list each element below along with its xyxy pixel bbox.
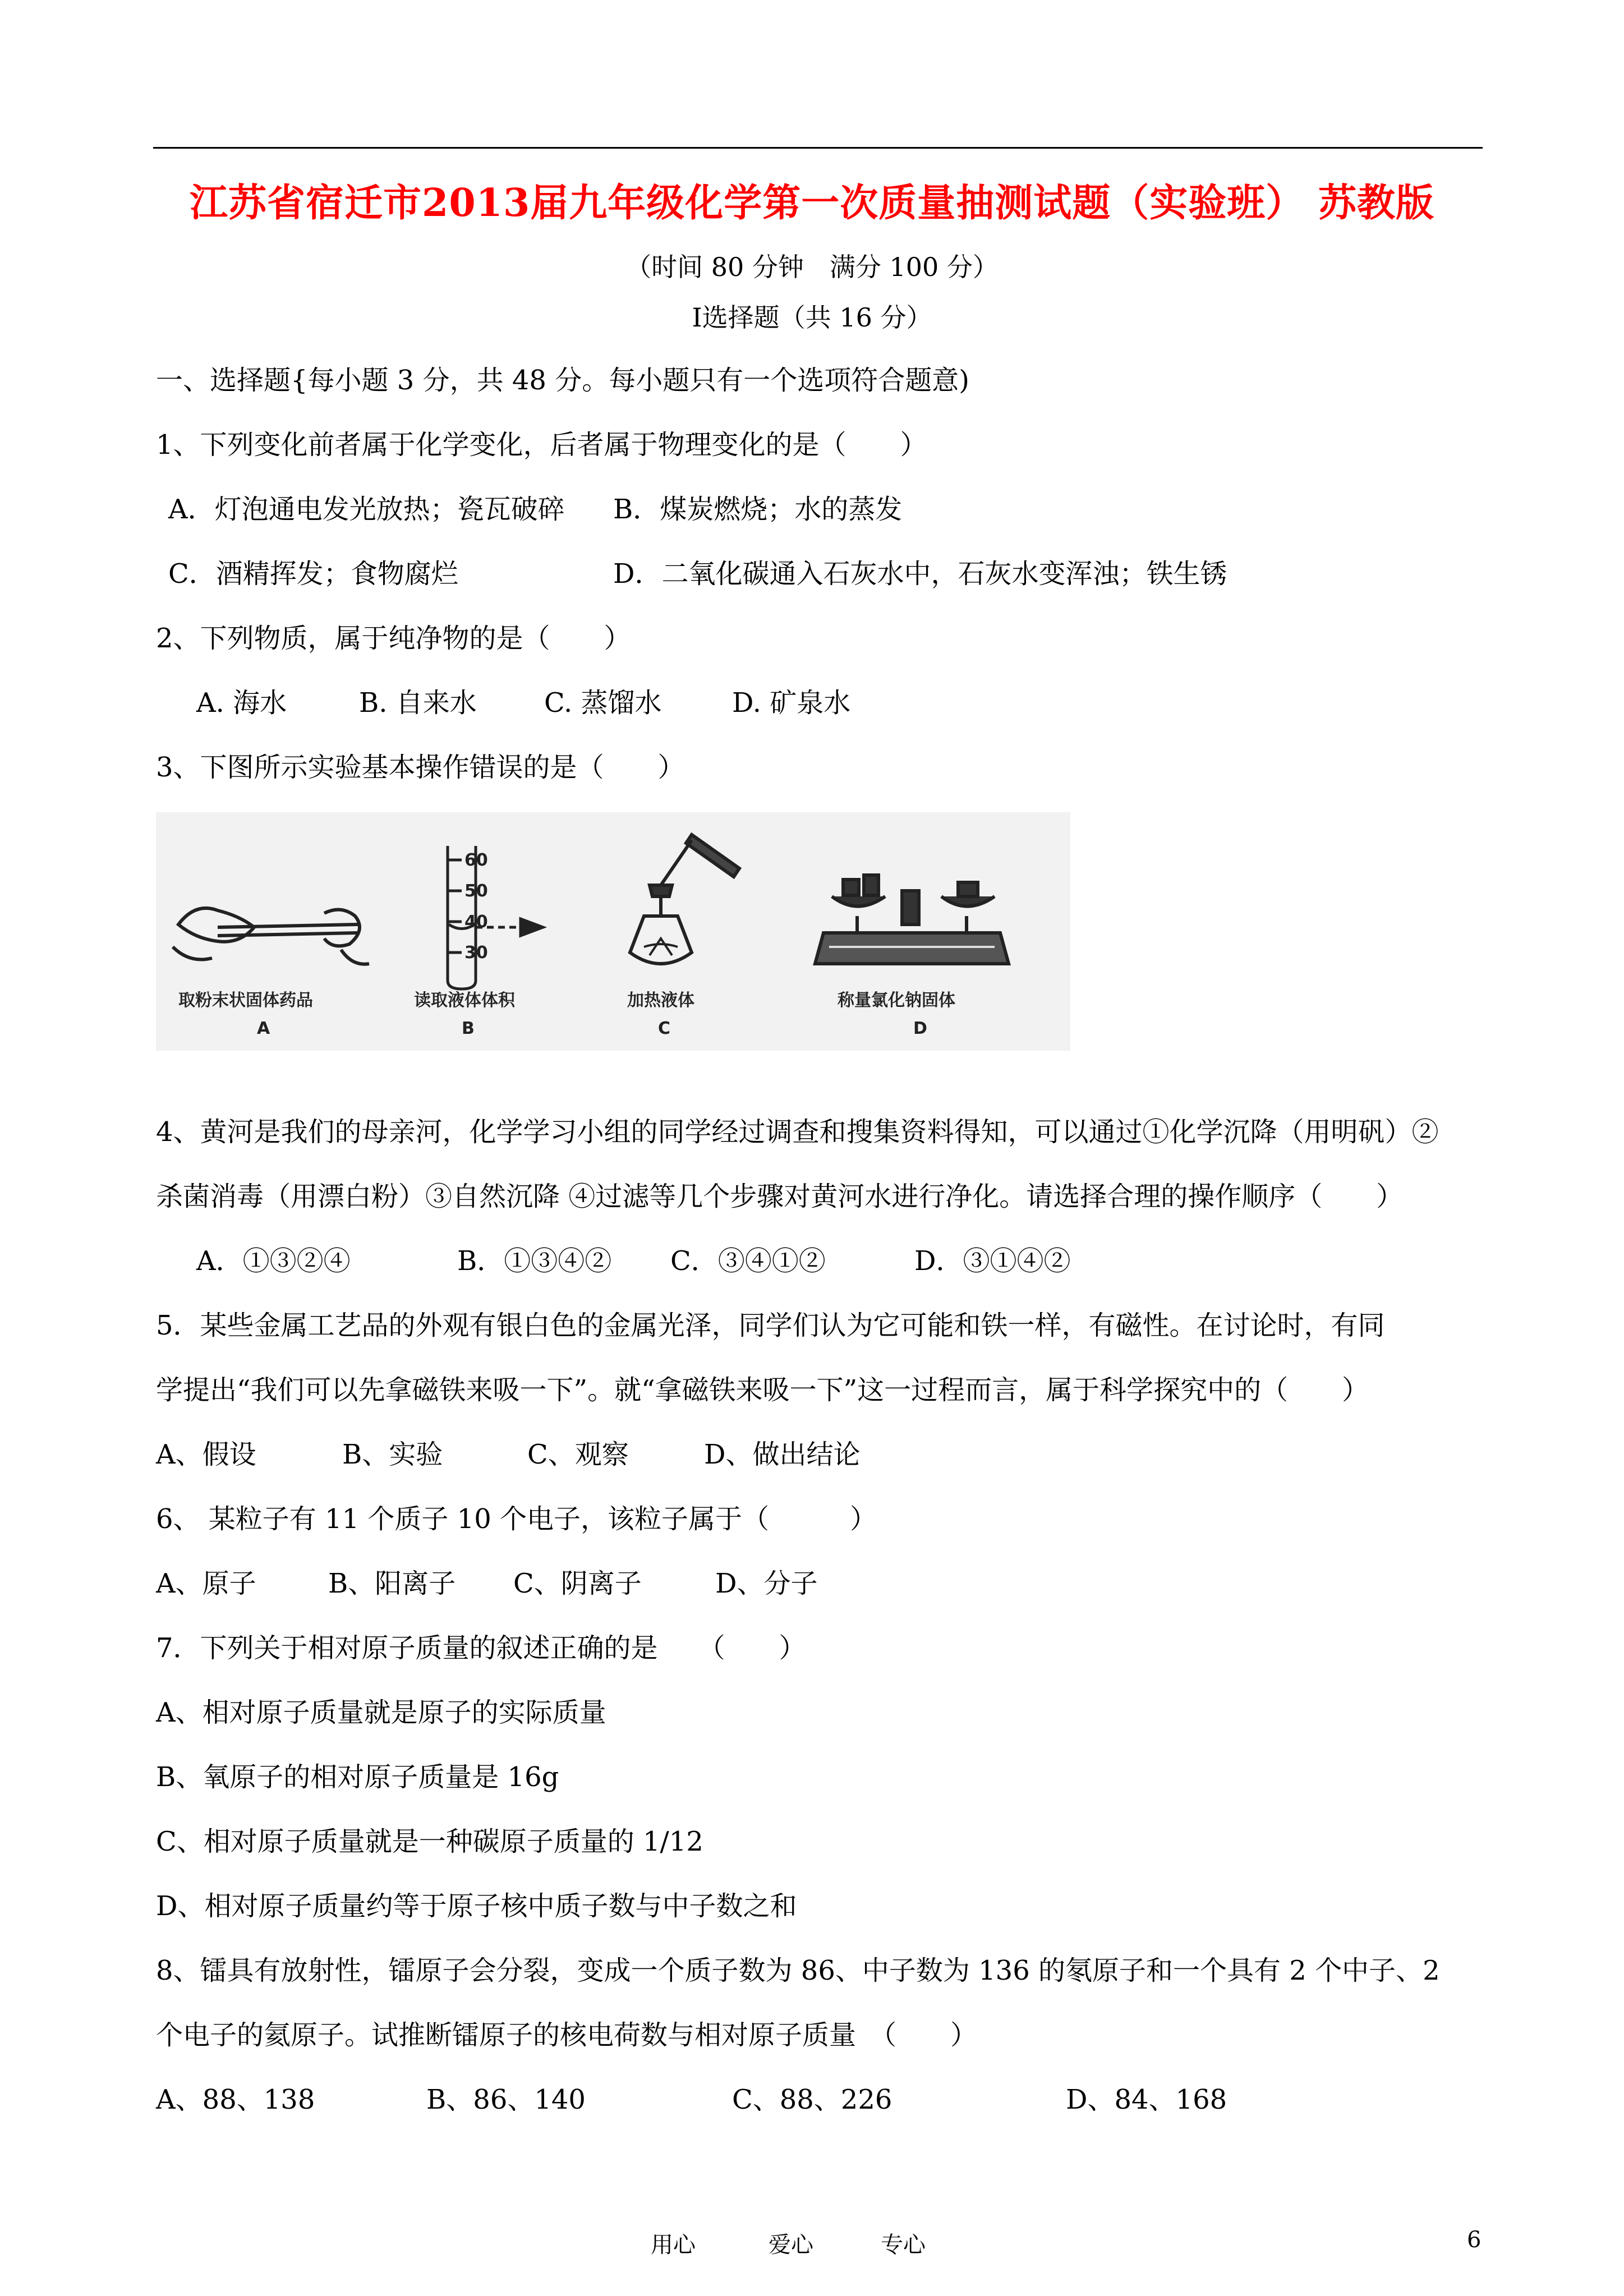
q8-option-d: D、84、168 — [1066, 2084, 1227, 2115]
figure-d-letter: D — [913, 1019, 927, 1038]
figure-b-illustration — [448, 846, 543, 989]
q8-option-a: A、88、138 — [156, 2084, 315, 2115]
q6-option-b: B、阳离子 — [328, 1568, 456, 1599]
scale-40: 40 — [464, 912, 488, 932]
q7-stem: 7．下列关于相对原子质量的叙述正确的是 （ ） — [156, 1632, 806, 1664]
q1-option-c: C．酒精挥发；食物腐烂 — [168, 558, 458, 590]
figure-d-caption: 称量氯化钠固体 — [838, 991, 955, 1010]
q2-option-b: B. 自来水 — [359, 687, 477, 719]
figure-c-illustration — [630, 835, 739, 964]
q7-option-b: B、氧原子的相对原子质量是 16g — [156, 1761, 559, 1793]
q7-option-d: D、相对原子质量约等于原子核中质子数与中子数之和 — [156, 1890, 797, 1922]
q8-stem-line1: 8、镭具有放射性，镭原子会分裂，变成一个质子数为 86、中子数为 136 的氡原子和一个具有 2 个中子、2 — [156, 1955, 1440, 1986]
q8-option-c: C、88、226 — [732, 2084, 892, 2115]
q8-option-b: B、86、140 — [426, 2084, 586, 2115]
q7-option-c: C、相对原子质量就是一种碳原子质量的 1/12 — [156, 1826, 703, 1857]
q5-stem-line2: 学提出“我们可以先拿磁铁来吸一下”。就“拿磁铁来吸一下”这一过程而言，属于科学探究中的（ ） — [156, 1374, 1369, 1406]
q4-option-d: D．③①④② — [914, 1245, 1071, 1277]
figure-b-caption: 读取液体体积 — [414, 991, 515, 1010]
q6-stem: 6、 某粒子有 11 个质子 10 个电子，该粒子属于（ ） — [156, 1503, 877, 1535]
q4-option-c: C．③④①② — [670, 1245, 826, 1277]
q5-option-d: D、做出结论 — [704, 1439, 861, 1470]
q5-option-b: B、实验 — [342, 1439, 443, 1470]
q1-option-b: B．煤炭燃烧；水的蒸发 — [613, 494, 903, 525]
q5-option-c: C、观察 — [527, 1439, 629, 1470]
page-title: 江苏省宿迁市2013届九年级化学第一次质量抽测试题（实验班） 苏教版 — [190, 181, 1434, 226]
section-instruction: 一、选择题{每小题 3 分，共 48 分。每小题只有一个选项符合题意) — [156, 365, 969, 396]
q1-option-a: A．灯泡通电发光放热；瓷瓦破碎 — [168, 494, 565, 525]
q1-option-d: D．二氧化碳通入石灰水中，石灰水变浑浊；铁生锈 — [613, 558, 1227, 590]
q8-stem-line2: 个电子的氦原子。试推断镭原子的核电荷数与相对原子质量 （ ） — [156, 2019, 978, 2051]
q7-option-a: A、相对原子质量就是原子的实际质量 — [156, 1697, 606, 1728]
footer-motto-3: 专心 — [881, 2232, 926, 2258]
q1-stem: 1、下列变化前者属于化学变化，后者属于物理变化的是（ ） — [156, 429, 927, 461]
q5-option-a: A、假设 — [156, 1439, 256, 1470]
lab-operations-figure — [156, 812, 1070, 1051]
q4-stem-line2: 杀菌消毒（用漂白粉）③自然沉降 ④过滤等几个步骤对黄河水进行净化。请选择合理的操作顺序（ ） — [156, 1181, 1404, 1212]
figure-a-letter: A — [257, 1019, 270, 1038]
header-rule — [153, 147, 1483, 149]
figure-d-illustration — [815, 875, 1009, 964]
figure-a-caption: 取粉末状固体药品 — [178, 991, 313, 1010]
figure-c-caption: 加热液体 — [627, 991, 694, 1010]
q6-option-a: A、原子 — [156, 1568, 256, 1599]
q2-option-c: C. 蒸馏水 — [544, 687, 662, 719]
q5-stem-line1: 5．某些金属工艺品的外观有银白色的金属光泽，同学们认为它可能和铁一样，有磁性。在讨论时，有同 — [156, 1310, 1385, 1341]
q3-stem: 3、下图所示实验基本操作错误的是（ ） — [156, 752, 685, 783]
exam-meta: （时间 80 分钟 满分 100 分） — [625, 252, 999, 282]
q4-option-a: A．①③②④ — [196, 1245, 351, 1277]
q6-option-d: D、分子 — [715, 1568, 818, 1599]
footer-motto-1: 用心 — [651, 2232, 696, 2258]
q2-option-a: A. 海水 — [196, 687, 287, 719]
q4-stem-line1: 4、黄河是我们的母亲河，化学学习小组的同学经过调查和搜集资料得知，可以通过①化学沉降（用明矾）② — [156, 1116, 1439, 1148]
scale-30: 30 — [464, 943, 488, 963]
q2-stem: 2、下列物质，属于纯净物的是（ ） — [156, 623, 631, 654]
section-heading: Ⅰ选择题（共 16 分） — [692, 302, 932, 333]
q4-option-b: B．①③④② — [457, 1245, 612, 1277]
scale-60: 60 — [464, 850, 488, 870]
scale-50: 50 — [464, 881, 488, 901]
footer-motto-2: 爱心 — [769, 2232, 813, 2258]
q6-option-c: C、阴离子 — [513, 1568, 642, 1599]
page-number: 6 — [1467, 2227, 1482, 2253]
q2-option-d: D. 矿泉水 — [732, 687, 851, 719]
figure-c-letter: C — [658, 1019, 671, 1038]
figure-b-letter: B — [462, 1019, 475, 1038]
figure-a-illustration — [173, 908, 369, 964]
